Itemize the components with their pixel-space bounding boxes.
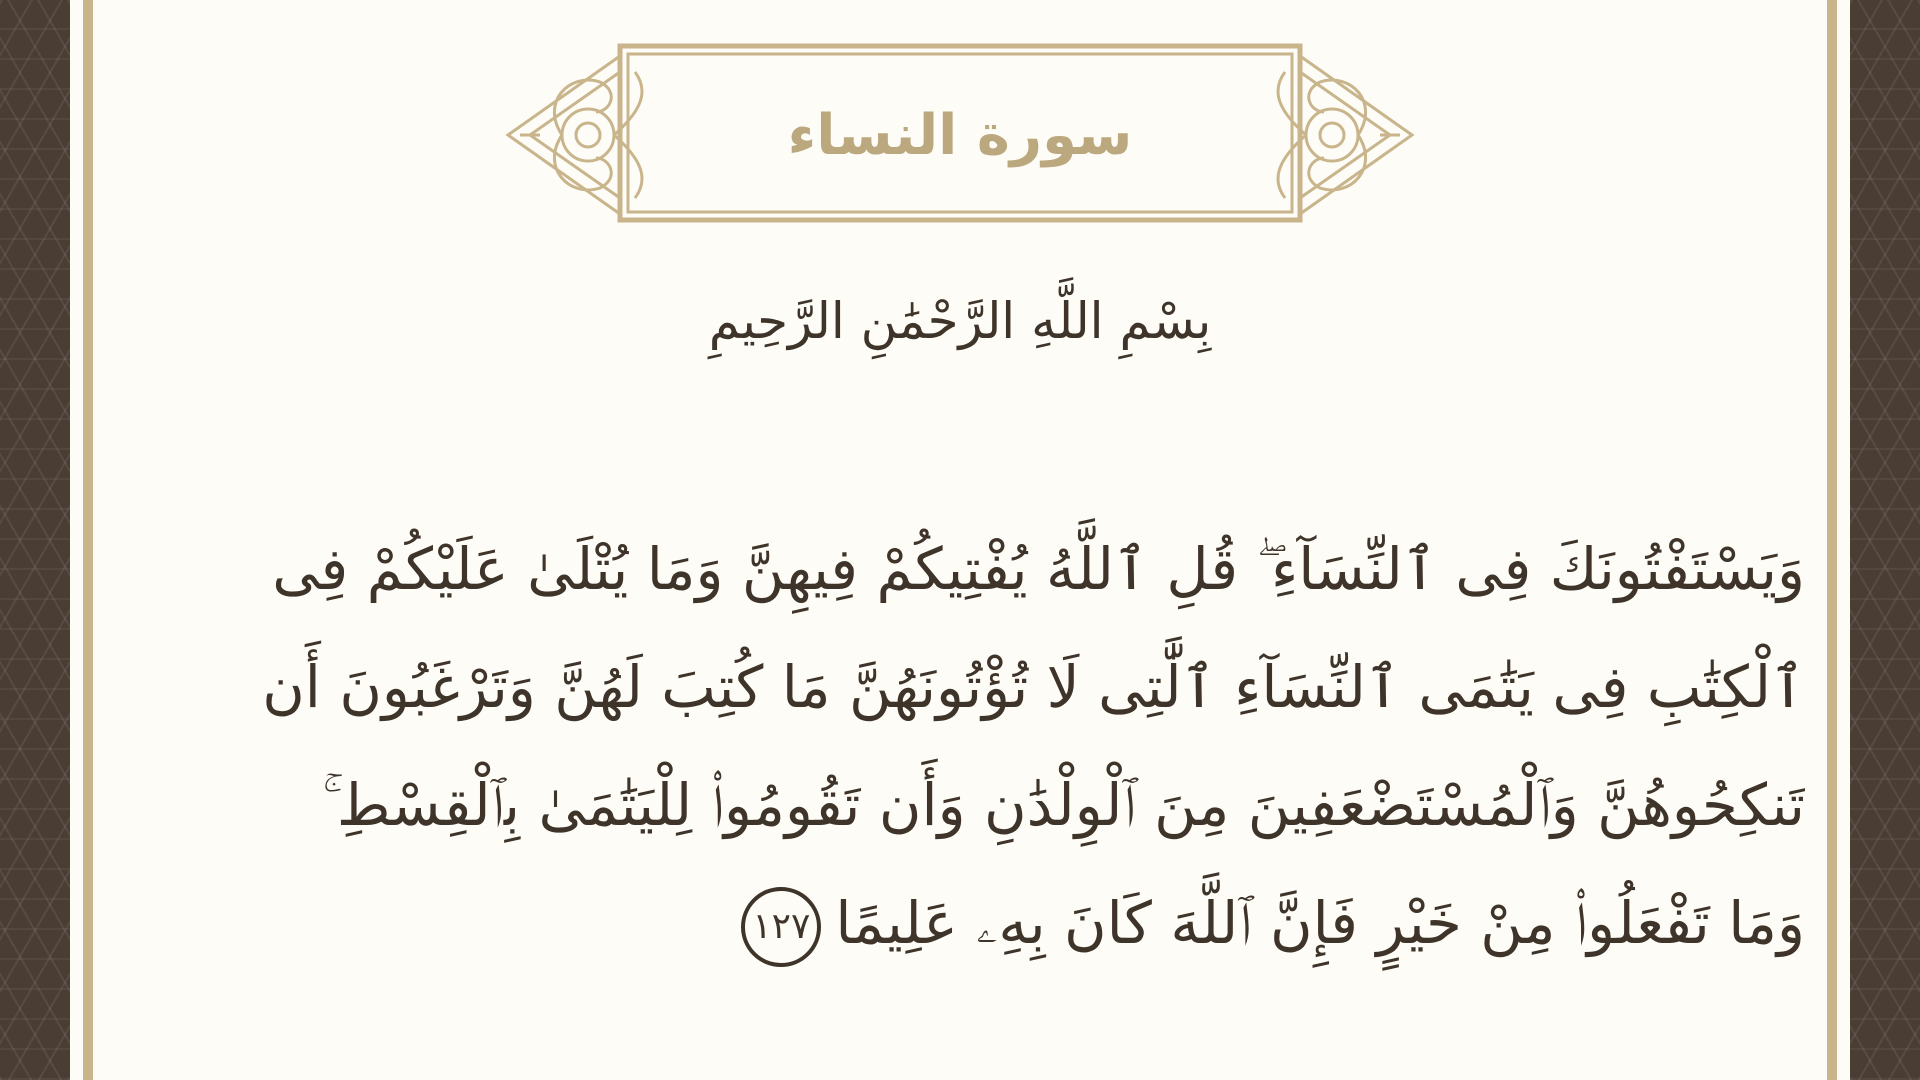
right-decorative-border xyxy=(1850,0,1920,1080)
verse-line-4 xyxy=(200,864,1805,982)
left-gold-rule xyxy=(83,0,93,1080)
right-gold-rule xyxy=(1827,0,1837,1080)
surah-title: سورة النساء xyxy=(787,102,1133,168)
ayah-number-marker: ١٢٧ xyxy=(741,887,821,967)
verse-text xyxy=(200,510,1805,982)
left-decorative-border xyxy=(0,0,70,1080)
verse-line-1: وَيَسْتَفْتُونَكَ فِى ٱلنِّسَآءِ ۖ قُلِ ٱللَّهُ يُفْتِيكُمْ فِيهِنَّ وَمَا يُتْلَىٰ عَلَيْكُمْ فِى xyxy=(272,535,1805,603)
verse-line-3: تَنكِحُوهُنَّ وَٱلْمُسْتَضْعَفِينَ مِنَ ٱلْوِلْدَٰنِ وَأَن تَقُومُوا۟ لِلْيَتَٰمَىٰ بِٱلْقِسْطِ ۚ xyxy=(322,771,1805,839)
basmala: بِسْمِ اللَّهِ الرَّحْمَٰنِ الرَّحِيمِ xyxy=(708,292,1212,350)
verse-line-4-text: وَمَا تَفْعَلُوا۟ مِنْ خَيْرٍ فَإِنَّ ٱللَّهَ كَانَ بِهِۦ عَلِيمًا xyxy=(835,889,1805,957)
surah-header-frame xyxy=(500,42,1420,228)
verse-line-2: ٱلْكِتَٰبِ فِى يَتَٰمَى ٱلنِّسَآءِ ٱلَّٰتِى لَا تُؤْتُونَهُنَّ مَا كُتِبَ لَهُنَّ وَتَرْغَبُونَ أَن xyxy=(262,653,1805,721)
